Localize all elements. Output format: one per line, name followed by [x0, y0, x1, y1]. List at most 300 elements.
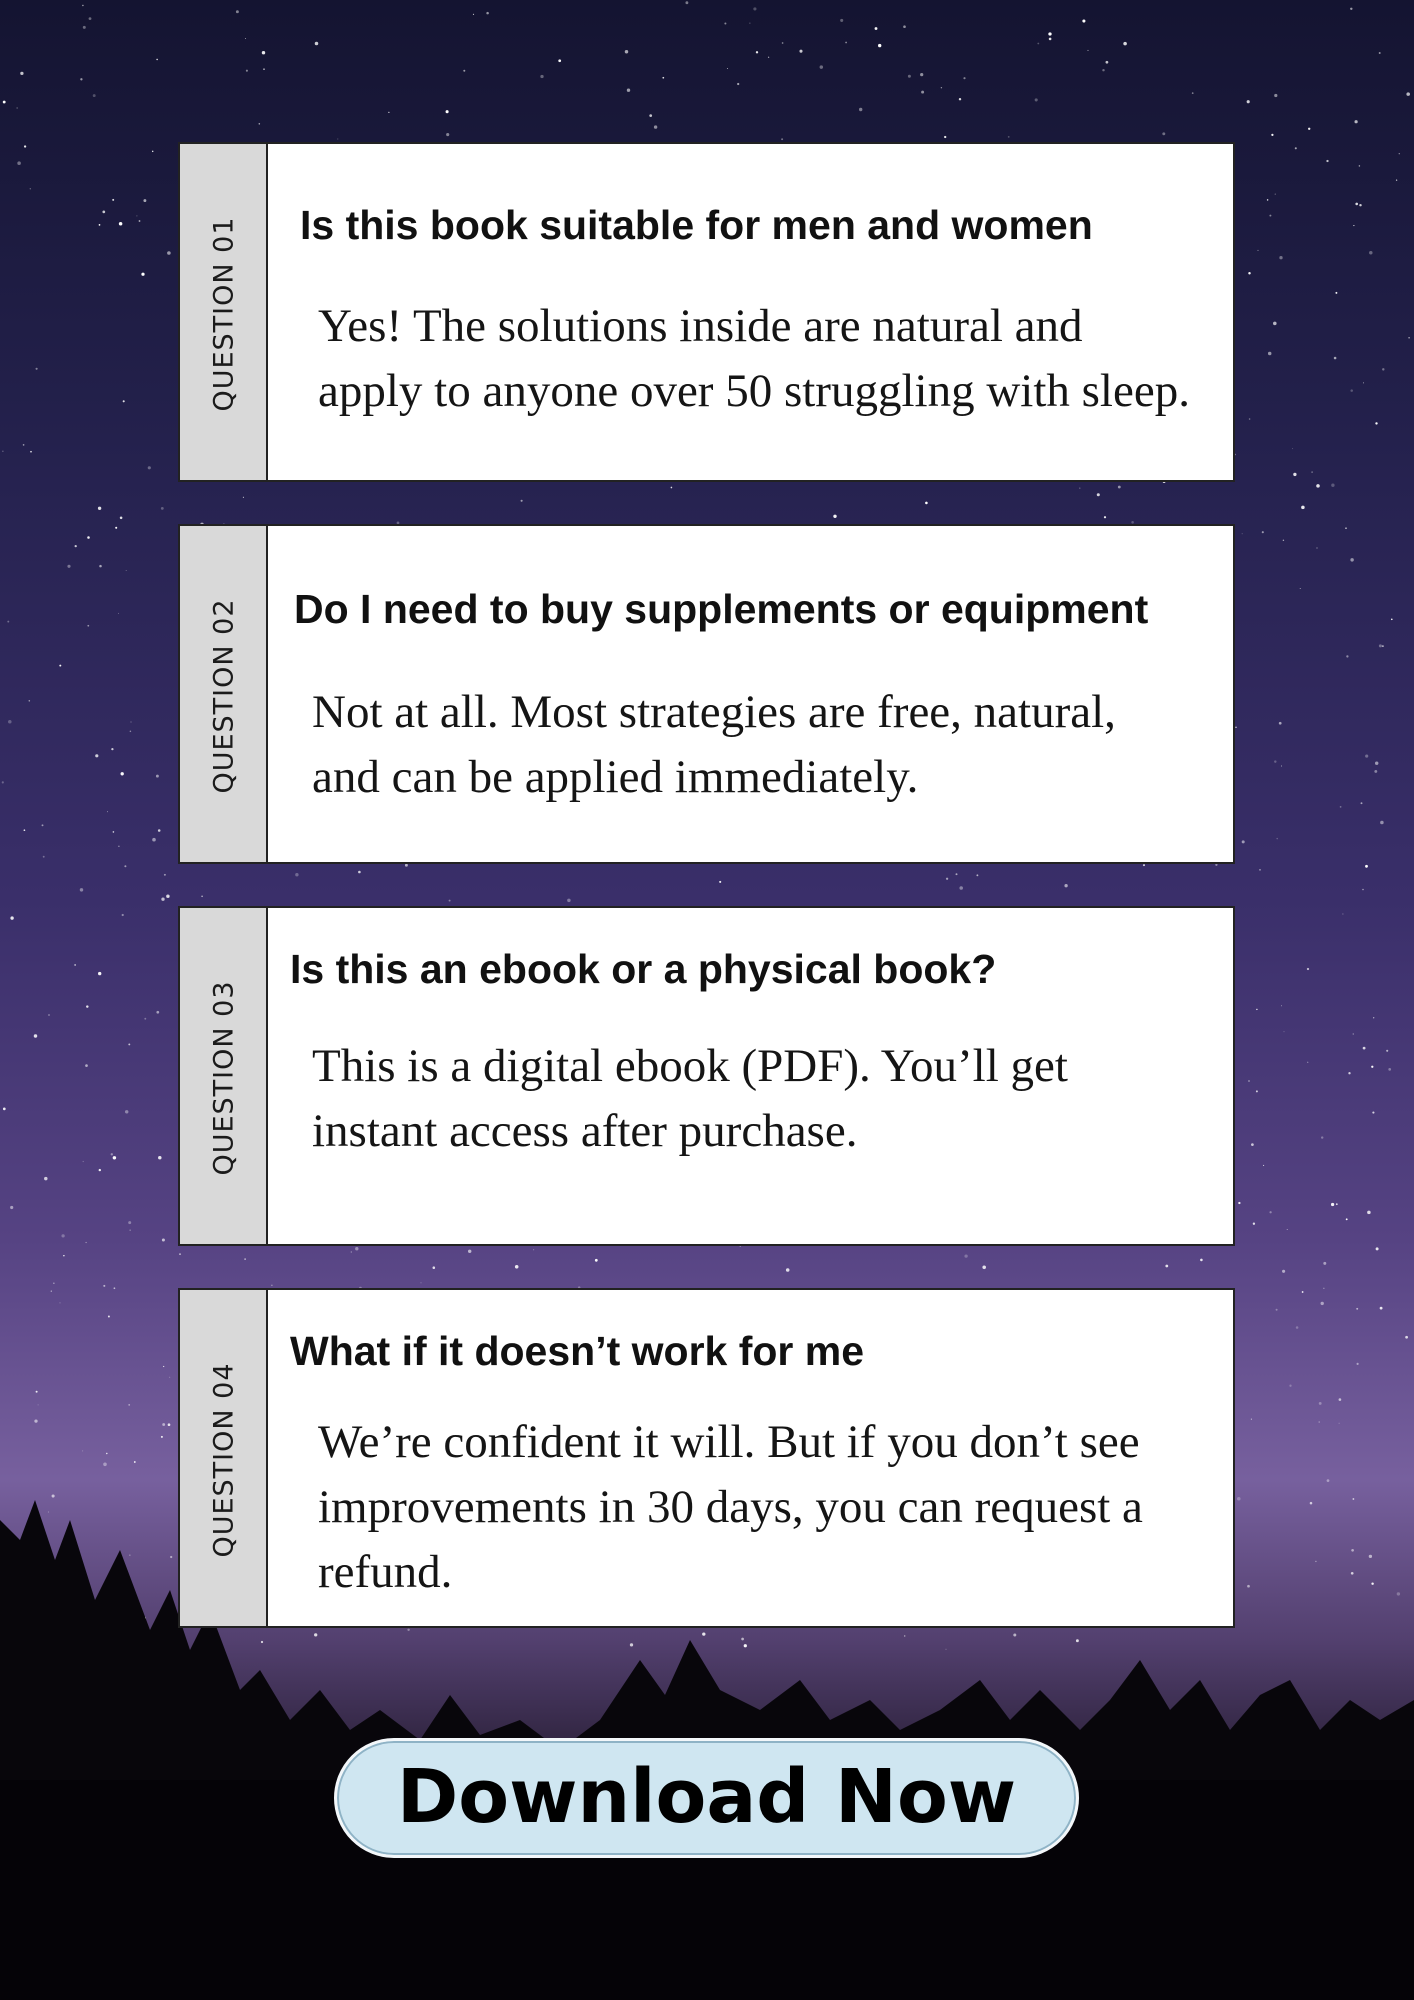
star: [161, 507, 164, 510]
star: [201, 895, 203, 897]
star: [1359, 204, 1361, 206]
star: [1048, 32, 1051, 35]
star: [156, 59, 157, 60]
star: [781, 138, 783, 140]
star: [468, 1250, 471, 1253]
star: [1123, 42, 1127, 46]
star: [113, 831, 115, 833]
star: [163, 1366, 164, 1367]
star: [903, 25, 906, 28]
answer-text: We’re confident it will. But if you don’t see improvements in 30 days, you can request a refund.: [318, 1416, 1143, 1598]
star: [925, 502, 928, 505]
star: [921, 91, 924, 94]
question-tab: [180, 908, 268, 1244]
star: [1143, 864, 1145, 866]
star: [1008, 136, 1010, 138]
question-title: What if it doesn’t work for me: [290, 1328, 865, 1374]
star: [959, 886, 963, 890]
star: [112, 199, 114, 201]
question-tab: [180, 144, 268, 480]
faq-card: [178, 906, 1235, 1246]
star: [113, 1156, 116, 1159]
star: [521, 500, 523, 502]
star: [405, 864, 408, 867]
star: [1242, 533, 1243, 534]
star: [36, 368, 38, 370]
star: [111, 1153, 113, 1155]
star: [1279, 722, 1282, 725]
star: [1307, 1062, 1308, 1063]
star: [1281, 766, 1282, 767]
star: [1365, 755, 1368, 758]
star: [48, 1014, 50, 1016]
star: [122, 914, 124, 916]
star: [1317, 548, 1318, 549]
star: [1251, 1143, 1254, 1146]
star: [1331, 1203, 1334, 1206]
star: [263, 68, 265, 70]
star: [1356, 1308, 1358, 1310]
star: [1256, 1090, 1258, 1092]
star: [1282, 1270, 1285, 1273]
star: [1302, 1291, 1304, 1293]
star: [17, 161, 21, 165]
star: [388, 112, 389, 113]
star: [128, 1404, 130, 1406]
star: [1353, 225, 1354, 226]
star: [1365, 865, 1368, 868]
star: [1064, 884, 1067, 887]
star: [34, 1034, 37, 1037]
star: [82, 5, 83, 6]
star: [162, 1238, 165, 1241]
star: [662, 77, 664, 79]
star: [351, 1252, 352, 1253]
star: [753, 7, 756, 10]
star: [1283, 540, 1284, 541]
star: [144, 1018, 146, 1020]
star: [1104, 516, 1106, 518]
star: [1396, 179, 1397, 180]
star: [1408, 337, 1410, 339]
star: [1316, 484, 1320, 488]
star: [107, 811, 108, 812]
star: [87, 536, 90, 539]
star: [1350, 558, 1353, 561]
star: [768, 57, 769, 58]
star: [1274, 760, 1276, 762]
star: [420, 1282, 421, 1283]
question-number: QUESTION 04: [208, 1362, 240, 1558]
star: [1323, 1262, 1326, 1265]
star: [136, 215, 137, 216]
star: [245, 38, 246, 39]
star: [63, 1255, 64, 1256]
star: [833, 515, 836, 518]
star: [143, 199, 146, 202]
star: [103, 1285, 105, 1287]
star: [1379, 52, 1381, 54]
star: [98, 972, 101, 975]
star: [1376, 1247, 1379, 1250]
answer-text: Not at all. Most strategies are free, natural, and can be applied immediately.: [312, 686, 1116, 803]
question-number: QUESTION 02: [208, 598, 240, 794]
star: [1375, 762, 1378, 765]
star: [875, 27, 878, 30]
star: [1307, 968, 1309, 970]
star: [1087, 50, 1088, 51]
star: [1268, 352, 1271, 355]
star: [53, 1283, 54, 1284]
question-tab: [180, 526, 268, 862]
star: [246, 70, 248, 72]
star: [749, 23, 750, 24]
star: [1373, 1017, 1374, 1018]
star: [1346, 655, 1348, 657]
star: [1363, 382, 1364, 383]
star: [99, 224, 101, 226]
star: [158, 1156, 161, 1159]
star: [74, 964, 75, 965]
star: [139, 220, 141, 222]
star: [1287, 1229, 1288, 1230]
star: [1300, 588, 1301, 589]
star: [1097, 493, 1100, 496]
star: [1369, 251, 1372, 254]
star: [1340, 806, 1342, 808]
star: [128, 1221, 131, 1224]
star: [1311, 471, 1313, 473]
star: [1253, 1223, 1255, 1225]
star: [685, 1, 688, 4]
star: [959, 98, 961, 100]
star: [1284, 1031, 1285, 1032]
star: [10, 1206, 13, 1209]
star: [1295, 147, 1297, 149]
star: [29, 700, 31, 702]
star: [1336, 1203, 1338, 1205]
star: [161, 1436, 163, 1438]
star: [1350, 8, 1352, 10]
star: [433, 1266, 436, 1269]
star: [719, 881, 721, 883]
star: [625, 50, 628, 53]
star: [75, 545, 77, 547]
star: [61, 1234, 64, 1237]
star: [1049, 38, 1052, 41]
star: [24, 145, 26, 147]
star: [162, 1423, 165, 1426]
star: [515, 1265, 519, 1269]
star: [1405, 1336, 1408, 1339]
star: [963, 77, 965, 79]
star: [141, 273, 144, 276]
star: [244, 1258, 246, 1260]
star: [558, 59, 561, 62]
question-title: Is this an ebook or a physical book?: [290, 946, 997, 992]
star: [1406, 92, 1410, 96]
star: [108, 1316, 110, 1318]
star: [1106, 61, 1109, 64]
star: [130, 721, 131, 722]
star: [1249, 418, 1251, 420]
star: [93, 94, 96, 97]
star: [463, 70, 465, 72]
star: [1275, 193, 1276, 194]
star: [43, 856, 45, 858]
star: [1215, 864, 1217, 866]
star: [944, 136, 946, 138]
star: [20, 72, 23, 75]
star: [920, 73, 923, 76]
star: [24, 829, 26, 831]
star: [89, 17, 92, 20]
star: [85, 1242, 86, 1243]
star: [1248, 1080, 1250, 1082]
download-now-button[interactable]: Download Now: [334, 1738, 1079, 1858]
star: [152, 838, 156, 842]
star: [1301, 506, 1305, 510]
star: [114, 1287, 116, 1289]
star: [1271, 134, 1273, 136]
star: [103, 1463, 107, 1467]
star: [126, 570, 127, 571]
star: [2, 781, 4, 783]
star: [649, 114, 652, 117]
star: [95, 754, 98, 757]
star: [30, 188, 31, 189]
star: [121, 772, 124, 775]
question-title: Do I need to buy supplements or equipment: [294, 586, 1149, 632]
star: [118, 846, 119, 847]
star: [80, 888, 83, 891]
star: [1339, 1423, 1340, 1424]
star: [1357, 1363, 1359, 1365]
star: [1382, 368, 1384, 370]
star: [80, 78, 82, 80]
star: [1281, 1005, 1282, 1006]
star: [627, 89, 630, 92]
star: [167, 251, 171, 255]
star: [98, 507, 101, 510]
star: [654, 125, 657, 128]
star: [956, 873, 958, 875]
star: [83, 1161, 84, 1162]
star: [782, 42, 784, 44]
star: [964, 1254, 967, 1257]
star: [1165, 1265, 1168, 1268]
star: [59, 1302, 60, 1303]
question-number: QUESTION 01: [208, 216, 240, 412]
star: [51, 1290, 52, 1291]
star: [1386, 1050, 1388, 1052]
star: [1200, 1259, 1203, 1262]
star: [1399, 153, 1400, 154]
star: [1374, 770, 1377, 773]
star: [1321, 1302, 1324, 1305]
star: [1082, 19, 1085, 22]
star: [1319, 1402, 1322, 1405]
star: [1267, 199, 1269, 201]
star: [1276, 838, 1277, 839]
star: [1367, 1211, 1371, 1215]
star: [1279, 256, 1282, 259]
star: [567, 899, 570, 902]
star: [87, 625, 89, 627]
star: [1263, 1165, 1264, 1166]
star: [44, 1177, 47, 1180]
star: [1247, 100, 1250, 103]
star: [168, 1423, 171, 1426]
star: [164, 874, 166, 876]
star: [30, 451, 32, 453]
star: [8, 720, 12, 724]
star: [34, 1419, 37, 1422]
star: [1342, 913, 1343, 914]
star: [85, 1064, 88, 1067]
star: [259, 123, 261, 125]
star: [120, 517, 123, 520]
star: [59, 665, 61, 667]
star: [119, 222, 123, 226]
star: [1079, 487, 1080, 488]
star: [111, 748, 113, 750]
star: [1359, 165, 1361, 167]
faq-card: [178, 142, 1235, 482]
star: [473, 14, 474, 15]
star: [908, 75, 911, 78]
star: [1391, 619, 1393, 621]
star: [1382, 645, 1384, 647]
star: [1308, 128, 1310, 130]
star: [1388, 1068, 1391, 1071]
star: [1346, 1218, 1348, 1220]
answer-text: This is a digital ebook (PDF). You’ll get instant access after purchase.: [312, 1040, 1068, 1157]
star: [1353, 1034, 1354, 1035]
star: [152, 151, 153, 152]
star: [243, 497, 244, 498]
star: [3, 101, 6, 104]
star: [23, 444, 25, 446]
star: [1323, 1288, 1324, 1289]
star: [1276, 1309, 1278, 1311]
star: [2, 451, 3, 452]
star: [337, 138, 338, 139]
star: [36, 1391, 38, 1393]
star: [1162, 132, 1165, 135]
star: [7, 621, 9, 623]
star: [179, 1253, 181, 1255]
faq-card: [178, 1288, 1235, 1628]
star: [1292, 448, 1293, 449]
star: [941, 87, 942, 88]
star: [1348, 1072, 1350, 1074]
star: [102, 211, 105, 214]
star: [1269, 1211, 1271, 1213]
question-number: QUESTION 03: [208, 980, 240, 1176]
star: [358, 871, 361, 874]
faq-card: [178, 524, 1235, 864]
star: [540, 75, 543, 78]
star: [1363, 1047, 1366, 1050]
star: [946, 878, 948, 880]
star: [355, 1247, 358, 1250]
star: [1371, 1066, 1373, 1068]
star: [1289, 1385, 1291, 1387]
star: [1251, 1419, 1252, 1420]
star: [1273, 322, 1277, 326]
star: [1274, 94, 1277, 97]
star: [1235, 727, 1236, 728]
star: [128, 1043, 130, 1045]
star: [1238, 1202, 1240, 1204]
star: [982, 1266, 986, 1270]
star: [134, 1461, 136, 1463]
star: [1355, 203, 1358, 206]
star: [1334, 357, 1337, 360]
star: [106, 1453, 107, 1454]
star: [446, 110, 449, 113]
star: [1375, 422, 1377, 424]
question-tab: [180, 1290, 268, 1626]
star: [1037, 43, 1039, 45]
star: [156, 1011, 159, 1014]
star: [1345, 528, 1346, 529]
star: [148, 466, 151, 469]
star: [1362, 889, 1364, 891]
star: [315, 42, 319, 46]
star: [123, 400, 125, 402]
star: [976, 874, 978, 876]
star: [1035, 98, 1038, 101]
star: [446, 133, 449, 136]
star: [1248, 272, 1250, 274]
star: [1258, 250, 1259, 251]
star: [449, 900, 451, 902]
star: [1331, 484, 1334, 487]
question-title: Is this book suitable for men and women: [300, 202, 1093, 248]
star: [130, 731, 132, 733]
star: [67, 565, 70, 568]
star: [1118, 486, 1121, 489]
star: [1372, 1112, 1374, 1114]
star: [99, 1169, 101, 1171]
star: [727, 68, 728, 69]
star: [756, 51, 758, 53]
star: [1192, 92, 1194, 94]
star: [786, 1268, 790, 1272]
star: [38, 1404, 39, 1405]
star: [1296, 1326, 1299, 1329]
star: [859, 108, 862, 111]
star: [845, 42, 847, 44]
star: [42, 824, 44, 826]
star: [1318, 1421, 1320, 1423]
answer-text: Yes! The solutions inside are natural and apply to anyone over 50 struggling with sleep.: [318, 300, 1190, 417]
star: [125, 1110, 128, 1113]
star: [236, 10, 239, 13]
star: [724, 22, 726, 24]
star: [1326, 160, 1328, 162]
star: [86, 1005, 88, 1007]
star: [124, 865, 126, 867]
star: [1293, 473, 1296, 476]
star: [82, 1450, 83, 1451]
star: [83, 26, 86, 29]
star: [1262, 531, 1264, 533]
star: [486, 12, 489, 15]
star: [295, 873, 298, 876]
